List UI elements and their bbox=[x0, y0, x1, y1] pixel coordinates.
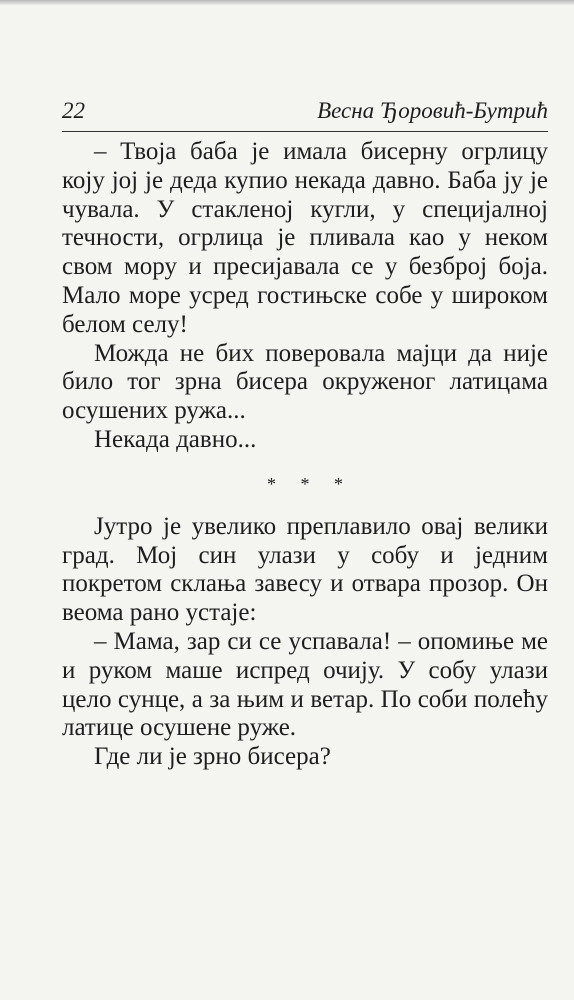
page-number: 22 bbox=[62, 98, 85, 123]
page-top-edge bbox=[0, 0, 574, 5]
paragraph: Некада давно... bbox=[94, 425, 257, 453]
paragraph: Јутро је увелико преплавило овај велики град. Мој син улази у собу и једним покретом склања завесу и отвара прозор. Он веома рано устаје: bbox=[62, 512, 548, 627]
paragraph: Где ли је зрно бисера? bbox=[94, 743, 331, 771]
paragraph: Можда не бих поверовала мајци да није било тог зрна бисера окруженог латицама осушених ружа... bbox=[62, 339, 548, 425]
body-text bbox=[62, 138, 548, 772]
paragraph: – Твоја баба је имала бисерну огрлицу коју јој је деда купио некада давно. Баба ју је чувала. У стакленој кугли, у специјалној течности, огрлица је пливала као у неком свом мору и пресијавала се у безброј боја. Мало море усред гостињске собе у широком белом селу! bbox=[62, 138, 548, 338]
running-header bbox=[62, 96, 548, 132]
running-author: Весна Ђоровић-Бутрић bbox=[317, 98, 548, 123]
book-page bbox=[62, 96, 548, 772]
paragraph: – Мама, зар си се успавала! – опомиње ме и руком маше испред очију. У собу улази цело сунце, а за њим и ветар. По соби полећу латице осушене руже. bbox=[62, 627, 548, 742]
section-separator: * * * bbox=[267, 473, 353, 494]
